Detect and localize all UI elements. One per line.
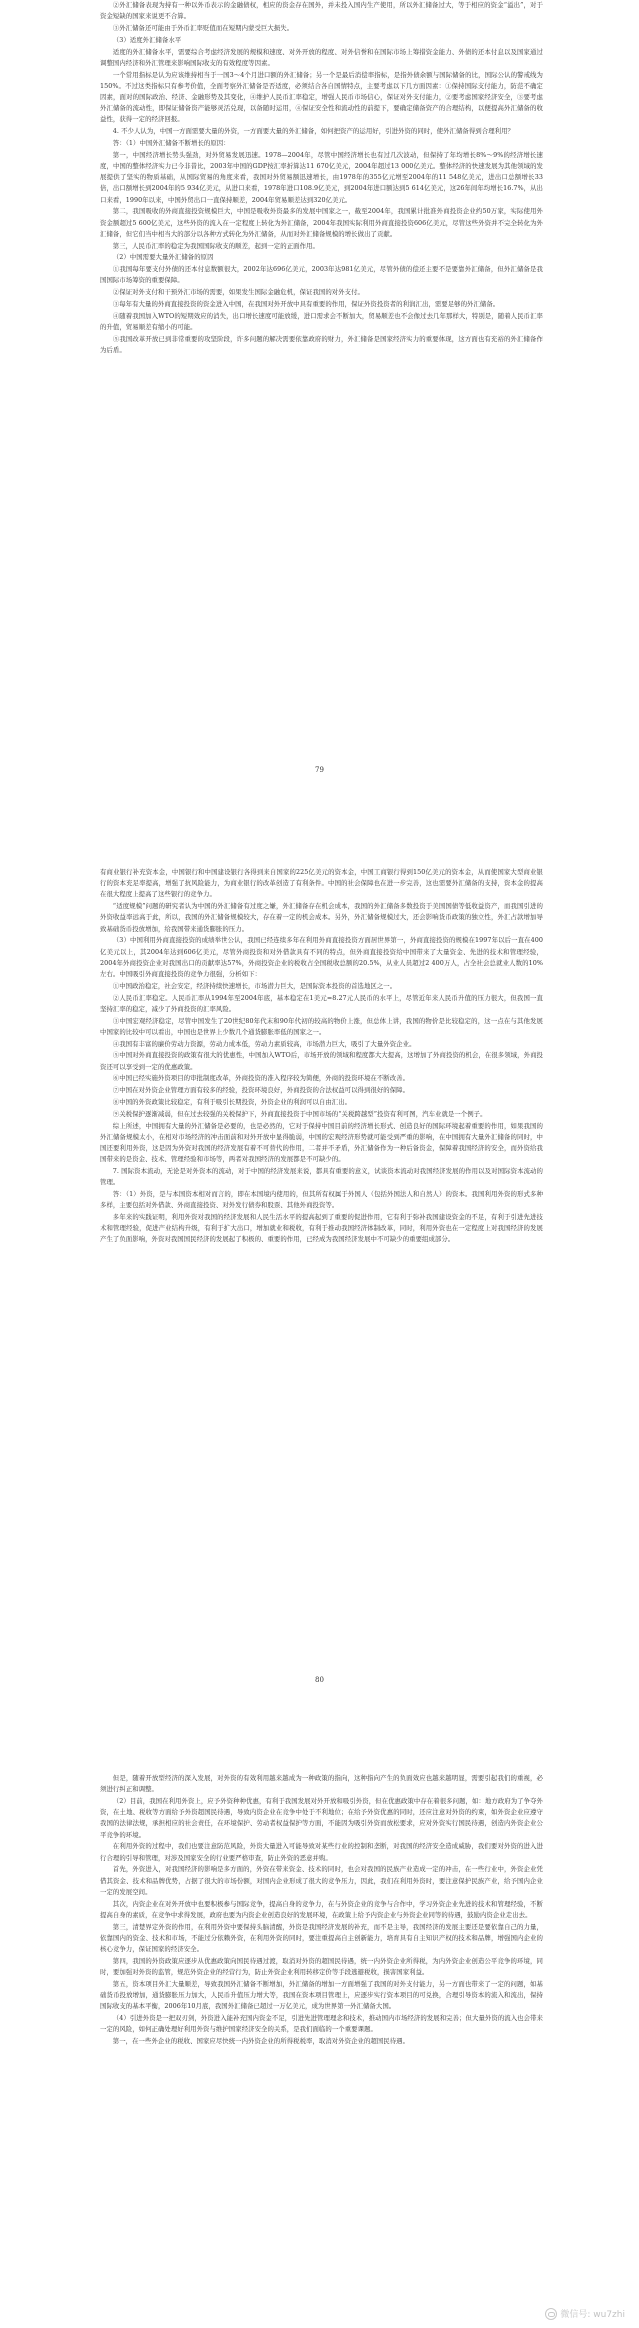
paragraph: 适度的外汇储备水平，需要综合考虑经济发展的规模和速度、对外开放的程度、对外信誉和在国际市场上筹措资金能力、外债的还本付息以及国家通过调整国内经济和外汇管理来影响国际收支的有效程度等因素。 — [100, 47, 543, 67]
paragraph: 第四，我国的外资政策应逐步从优惠政策向国民待遇过渡，取消对外资的超国民待遇，统一内外资企业所得税，为内外资企业创造公平竞争的环境，同时，要加强对外资的监管，规范外资企业的经营行为，防止外资企业利用转移定价等手段逃避税收，损害国家利益。 — [100, 1956, 543, 1977]
paragraph: ⑧中国的外资政策比较稳定，有利于吸引长期投资，外资企业的利润可以自由汇出。 — [112, 1098, 352, 1106]
paragraph: 答：（1）外资，是与本国资本相对而言的，即在本国境内使用的，但其所有权属于外国人（包括外国法人和自然人）的资本。我国利用外资的形式多种多样，主要包括对外借款、外商直接投资、对外发行债券和股票、其他外商投资等。 — [100, 1190, 543, 1210]
paragraph: 但是，随着开放型经济的深入发展，对外资的有效利用越来越成为一种政策的指向，这种指向产生的负面效应也越来越明显，需要引起我们的重视，必须进行纠正和调整。 — [100, 1774, 543, 1794]
paragraph: ③中国宏观经济稳定，尽管中国发生了20世纪80年代末和90年代初的较高的物价上涨，但总体上讲，我国的物价是比较稳定的，这一点在与其他发展中国家的比较中可以看出，中国也是世界上少数几个通货膨胀率低的国家之一。 — [100, 1016, 543, 1036]
paragraph: 第三，人民币汇率的稳定为我国国际收支的顺差，起到一定的正面作用。 — [112, 241, 319, 250]
paragraph: （4）引进外资是一把双刃剑，外资进入能补充国内资金不足，引进先进管理理念和技术，推动国内市场经济的发展和完善；但大量外资的流入也会带来一定的风险，如何正确处理好利用外资与维护国家经济安全的关系，是我们面临的一个重要课题。 — [100, 2014, 543, 2034]
paragraph: （3）中国利用外商直接投资的成绩举世公认，我国已经连续多年在利用外商直接投资方面居世界第一，外商直接投资的规模在1997年以后一直在400亿美元以上，其2004年达到606亿美元，尽管外商投资和对外借款具有不同的特点，但外商直接投资给中国带来了大量资金、先进的技术和管理经验，2004年外商投资企业对我国出口的贡献率达57%，外商投资企业的税收占全国税收总额的20.5%，从业人员超过2 400万人，占全社会总就业人数的10%左右。中国吸引外商直接投资的竞争力很强，分析如下： — [100, 936, 543, 979]
paragraph: （2）目前，我国在利用外资上，应予外资种种优惠，有利于我国发展对外开放和吸引外资，但在优惠政策中存在着很多问题，如：地方政府为了争夺外资，在土地、税收等方面给予外资超国民待遇，导致内资企业在竞争中处于不利地位；在给予外资优惠的同时，还应注意对外资的约束，如外资企业应遵守我国的法律法规，承担相应的社会责任，在环境保护、劳动者权益保护等方面，不能因为吸引外资而放松要求，应对外资实行国民待遇，创造内外资企业公平竞争的环境。 — [100, 1797, 543, 1839]
paragraph: 第二，我国吸收的外商直接投资规模巨大，中国是吸收外资最多的发展中国家之一，截至2004年，我国累计批准外商投资企业约50万家，实际使用外资金额超过5 600亿美元，这些外资的流入在一定程度上转化为外汇储备，2004年我国实际利用外商直接投资606亿美元，尽管这些外资并不完全转化为外汇储备，但它们当中相当大的部分以各种方式转化为外汇储备，从而对外汇储备规模的增长做出了贡献。 — [100, 207, 543, 238]
paragraph: 第三，清楚界定外资的作用，在利用外资中要保持头脑清醒，外资是我国经济发展的补充，而不是主导，我国经济的发展主要还是要依靠自己的力量，依靠国内的资金、技术和市场，不能过分依赖外资，在利用外资的同时，要注重提高自主创新能力，培育具有自主知识产权的技术和品牌，增强国内企业的核心竞争力，保证国家的经济安全。 — [100, 1922, 543, 1954]
paragraph: ⑤我国改革开放已到非常重要的攻坚阶段，许多问题的解决需要依靠政府的财力，外汇储备是国家经济实力的重要体现，这方面也有充裕的外汇储备作为后盾。 — [100, 334, 543, 354]
paragraph: ②保证对外支付和干预外汇市场的需要，如果发生国际金融危机，保证我国的对外支付。 — [112, 288, 364, 297]
paragraph: “适度规模”问题的研究者认为中国的外汇储备有过度之嫌，外汇储备存在机会成本，我国的外汇储备多数投资于美国国债等低收益资产，而我国引进的外资收益率远高于此，所以，我国的外汇储备规模较大，存在着一定的机会成本。另外，外汇储备规模过大，还会影响货币政策的独立性，外汇占款增加导致基础货币投放增加，给我国带来通货膨胀的压力。 — [100, 902, 543, 933]
paragraph: ③每年有大量的外商直接投资的资金进入中国，在我国对外开放中具有重要的作用，保证外资投资者的利润汇出，需要足够的外汇储备。 — [112, 300, 500, 308]
wechat-icon — [545, 2308, 557, 2320]
document-page-2 — [0, 867, 639, 1246]
paragraph: 多年来的实践证明，利用外资对我国的经济发展和人民生活水平的提高起到了重要的促进作用，它有利于弥补我国建设资金的不足，有利于引进先进技术和管理经验，促进产业结构升级，有利于扩大出口，增加就业和税收，有利于推动我国经济体制改革，同时，利用外资也在一定程度上对我国经济的发展产生了负面影响，外资对我国国民经济的发展起了积极的、重要的作用，已经成为我国经济发展中不可缺少的重要组成部分。 — [100, 1213, 543, 1244]
paragraph: ①中国政治稳定，社会安定，经济持续快速增长，市场潜力巨大，是国际资本投资的首选地区之一。 — [112, 981, 397, 990]
paragraph: 其次，内资企业在对外开放中也要积极参与国际竞争，提高自身的竞争力，在与外资企业的竞争与合作中，学习外资企业先进的技术和管理经验，不断提高自身的素质，在竞争中求得发展，政府也要为内资企业创造良好的发展环境，在政策上给予内资企业与外资企业同等的待遇，鼓励内资企业走出去。 — [100, 1899, 543, 1919]
watermark-text: 微信号: wu7zhi — [560, 2310, 625, 2320]
paragraph: ②人民币汇率稳定。人民币汇率从1994年至2004年底，基本稳定在1美元=8.27元人民币的水平上，尽管近年来人民币升值的压力很大，但我国一直坚持汇率的稳定，减少了外商投资的汇率风险。 — [100, 993, 543, 1013]
paragraph: 第五，资本项目外汇大量顺差，导致我国外汇储备不断增加，外汇储备的增加一方面增强了我国的对外支付能力，另一方面也带来了一定的问题，如基础货币投放增加，通货膨胀压力加大，人民币升值压力增大等，我国在资本项目管理上，应逐步实行资本项目的可兑换，合理引导资本的流入和流出，保持国际收支的基本平衡，2006年10月底，我国外汇储备已超过一万亿美元，成为世界第一外汇储备大国。 — [100, 1979, 543, 2011]
paragraph: 有商业银行补充资本金，中国银行和中国建设银行各得到来自国家的225亿美元的资本金，中国工商银行得到150亿美元的资本金，从而使国家大型商业银行的资本充足率提高，增强了抗风险能力，为商业银行的改革创造了有利条件。中国的社会保障也在进一步完善，这也需要外汇储备的支持，资本金的提高在很大程度上提高了这些银行的竞争力。 — [100, 868, 543, 899]
paragraph: 第一，中国经济增长势头强劲，对外贸易发展迅速。1978—2004年，尽管中国经济增长也有过几次波动，但保持了年均增长8%～9%的经济增长速度，中国的整体经济实力已今非昔比，2003年中国的GDP按汇率折算达11 670亿美元，2004年超过13 000亿美元。整体经济的快速发展为其他领域的发展提供了坚实的物质基础，从国际贸易的角度来看，我国对外贸易额迅速增长，由1978年的355亿元增至2004年的11 548亿美元，进出口总额增长33倍，出口额增长到2004年的5 934亿美元，从进口来看，1978年进口108.9亿美元，到2004年进口额达到5 614亿美元，这26年间年均增长16.7%，从出口来看，1990年以来，中国外贸出口一直保持顺差，2004年贸易顺差达到320亿美元。 — [100, 150, 543, 204]
paragraph: 在利用外资的过程中，我们也要注意防范风险，外资大量进入可能导致对某些行业的控制和垄断，对我国的经济安全造成威胁，我们要对外资的进入进行合理的引导和管理，对涉及国家安全的行业要严格审查，防止外资的恶意并购。 — [100, 1842, 543, 1862]
answer-heading: 答：（1）中国外汇储备不断增长的原因： — [112, 139, 230, 147]
page-number: 79 — [315, 766, 324, 774]
paragraph: ⑨关税保护逐渐减弱，但在过去较强的关税保护下，外商直接投资于中国市场的“关税跨越型”投资有利可图，汽车业就是一个例子。 — [112, 1109, 487, 1118]
paragraph: 首先，外资进入，对我国经济的影响是多方面的，外资在带来资金、技术的同时，也会对我国的民族产业造成一定的冲击，在一些行业中，外资企业凭借其资金、技术和品牌优势，占据了很大的市场份额，对国内企业形成了很大的竞争压力，因此，我们在利用外资时，要注意保护民族产业，给予国内企业一定的发展空间。 — [100, 1865, 543, 1896]
paragraph: ④我国有丰富的廉价劳动力资源，劳动力成本低，劳动力素质较高，市场潜力巨大，吸引了大量外资企业。 — [112, 1039, 416, 1048]
paragraph: ③外汇储备还可能由于外币汇率贬值而在短期内蒙受巨大损失。 — [112, 24, 294, 32]
watermark — [545, 2307, 625, 2320]
document-page-3 — [0, 1773, 639, 2047]
paragraph: ④随着我国加入WTO的短期效应的消失，出口增长速度可能放缓，进口需求会不断加大，贸易顺差也不会像过去几年那样大，特别是，随着人民币汇率的升值，贸易顺差有缩小的可能。 — [100, 311, 543, 331]
question: 7. 国际资本流动，无论是对外资本的流动，对于中国的经济发展来说，都具有重要的意义，试谈资本流动对我国经济发展的作用以及对国际资本流动的管理。 — [100, 1167, 543, 1187]
section-heading: （2）中国需要大量外汇储备的原因 — [112, 253, 214, 262]
paragraph: ①我国每年要支付外债的还本付息数额很大，2002年达696亿美元，2003年达981亿美元，尽管外债的偿还主要不是要靠外汇储备，但外汇储备是我国国际市场筹资的重要保障。 — [100, 265, 543, 285]
paragraph: 综上所述，中国拥有大量的外汇储备是必要的，也是必然的，它对于保持中国目前的经济增长形式、创造良好的国际环境起着重要的作用，如果我国的外汇储备规模太小，在相对市场经济的冲击面前和对外开放中显得脆弱，中国的宏观经济形势就可能受到严重的影响，在中国拥有大量外汇储备的同时，中国还要利用外资，这是因为外资对我国的经济发展有着不可替代的作用，二者并不矛盾，外汇储备作为一种后备资金，保障着我国经济的安全，而外资给我国带来的是资金、技术、管理经验和市场等，两者对我国经济的发展都是不可缺少的。 — [100, 1121, 543, 1164]
page-number: 80 — [315, 1676, 324, 1684]
paragraph: 第一，在一些外企业的税收、国家应尽快统一内外资企业的所得税税率，取消对外资企业的超国民待遇。 — [112, 2037, 410, 2046]
question: 4. 不少人认为，中国一方面需要大量的外资，一方面要大量的外汇储备，如何把资产的运用好，引进外资的同时，使外汇储备得到合理利用？ — [112, 127, 514, 136]
paragraph: ⑦中国在对外资企业管理方面有较多的经验，投资环境良好，外商投资的合法权益可以得到很好的保障。 — [112, 1086, 410, 1095]
paragraph: ⑥中国已经实施外资项目的审批制度改革，外商投资的准入程序较为简便，外商的投资环境在不断改善。 — [112, 1074, 410, 1083]
paragraph: ⑤中国对外商直接投资的政策有很大的优惠性，中国加入WTO后，市场开放的领域和程度都大大提高，这增加了外商投资的机会，在很多领域，外商投资还可以享受到一定的优惠政策。 — [100, 1051, 543, 1071]
section-heading: （3）适度外汇储备水平 — [112, 35, 182, 44]
paragraph: 一个常用指标是认为应该维持相当于一国3～4个月进口额的外汇储备；另一个是最后消偿率指标，是指外债余额与国际储备的比，国际公认的警戒线为150%。不过这类指标只有参考价值，全面考察外汇储备是否适度，必须结合各自国情特点，主要考虑以下几方面因素：①保持国际支付能力，防范不确定因素，面对的国际政治、经济、金融形势及其变化，④维护人民币汇率稳定，增强人民币市场信心，保证对外支付能力，②要考虑国家经济安全，③要考虑外汇储备的流动性，即保证储备资产能够灵活兑现，以备随时运用，④保证安全性和流动性的前提下，要确定储备资产的合理结构，以便提高外汇储备的收益性，获得一定的经济回报。 — [100, 70, 543, 124]
document-page-1 — [0, 0, 639, 356]
paragraph: ②外汇储备表现为持有一种以外币表示的金融债权，相应的资金存在国外，并未投入国内生产使用，所以外汇储备过大，等于相应的资金“溢出”，对于资金短缺的国家来说更不合算。 — [100, 1, 543, 21]
